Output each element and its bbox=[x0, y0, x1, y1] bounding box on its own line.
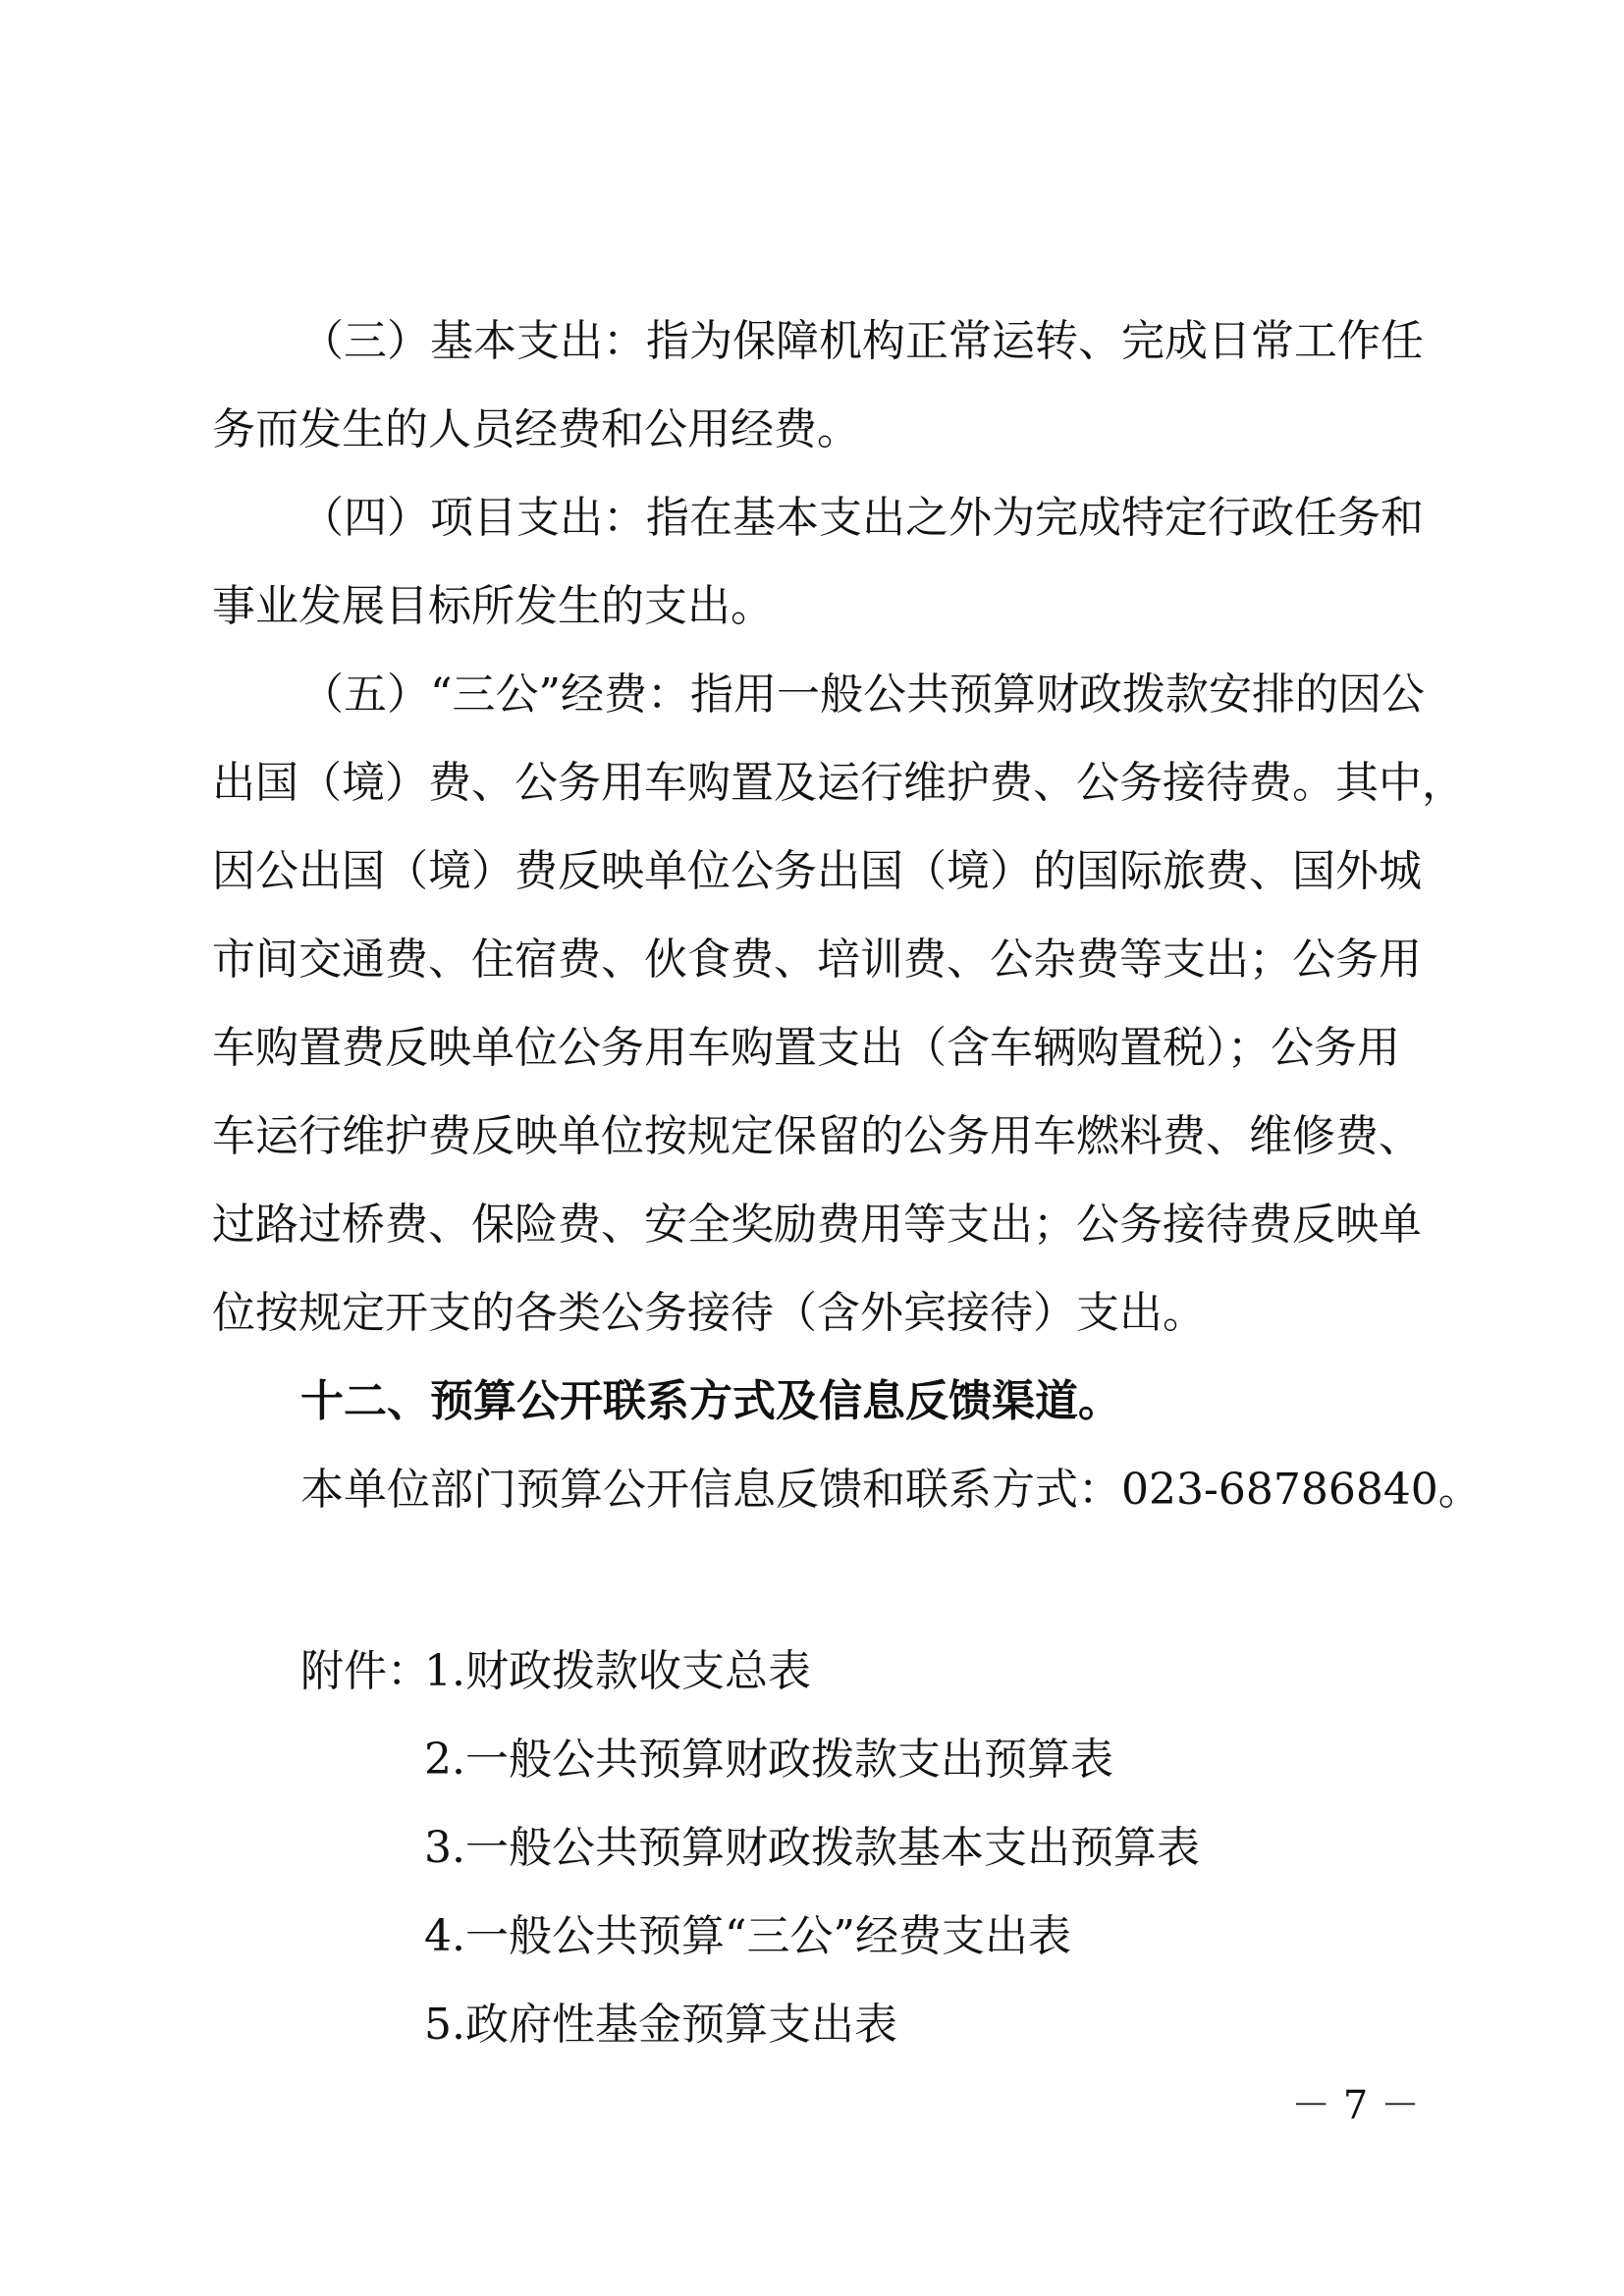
paragraph-three-public-line-1: （五）“三公”经费：指用一般公共预算财政拨款安排的因公 bbox=[300, 669, 1425, 720]
page-number: － 7 － bbox=[1291, 2083, 1420, 2128]
paragraph-three-public-line-2: 出国（境）费、公务用车购置及运行维护费、公务接待费。其中， bbox=[212, 758, 1465, 808]
attachments-label: 附件： bbox=[300, 1646, 430, 1696]
attachment-item-3: 3.一般公共预算财政拨款基本支出预算表 bbox=[424, 1823, 1200, 1873]
attachment-item-1: 1.财政拨款收支总表 bbox=[424, 1646, 811, 1696]
paragraph-three-public-line-6: 车运行维护费反映单位按规定保留的公务用车燃料费、维修费、 bbox=[212, 1111, 1422, 1161]
paragraph-three-public-line-7: 过路过桥费、保险费、安全奖励费用等支出；公务接待费反映单 bbox=[212, 1200, 1422, 1250]
attachment-item-5: 5.政府性基金预算支出表 bbox=[424, 2000, 897, 2050]
paragraph-project-expenditure-line-1: （四）项目支出：指在基本支出之外为完成特定行政任务和 bbox=[300, 493, 1424, 543]
attachment-item-2: 2.一般公共预算财政拨款支出预算表 bbox=[424, 1735, 1113, 1785]
paragraph-three-public-line-8: 位按规定开支的各类公务接待（含外宾接待）支出。 bbox=[212, 1288, 1206, 1338]
paragraph-three-public-line-4: 市间交通费、住宿费、伙食费、培训费、公杂费等支出；公务用 bbox=[212, 934, 1422, 985]
section-12-heading: 十二、预算公开联系方式及信息反馈渠道。 bbox=[300, 1376, 1121, 1426]
attachment-item-4: 4.一般公共预算“三公”经费支出表 bbox=[424, 1911, 1071, 1961]
paragraph-basic-expenditure-line-1: （三）基本支出：指为保障机构正常运转、完成日常工作任 bbox=[300, 316, 1424, 366]
paragraph-three-public-line-5: 车购置费反映单位公务用车购置支出（含车辆购置税）；公务用 bbox=[212, 1023, 1400, 1073]
paragraph-project-expenditure-line-2: 事业发展目标所发生的支出。 bbox=[212, 581, 774, 631]
contact-info: 本单位部门预算公开信息反馈和联系方式：023-68786840。 bbox=[300, 1465, 1482, 1515]
paragraph-basic-expenditure-line-2: 务而发生的人员经费和公用经费。 bbox=[212, 404, 860, 454]
paragraph-three-public-line-3: 因公出国（境）费反映单位公务出国（境）的国际旅费、国外城 bbox=[212, 846, 1422, 896]
